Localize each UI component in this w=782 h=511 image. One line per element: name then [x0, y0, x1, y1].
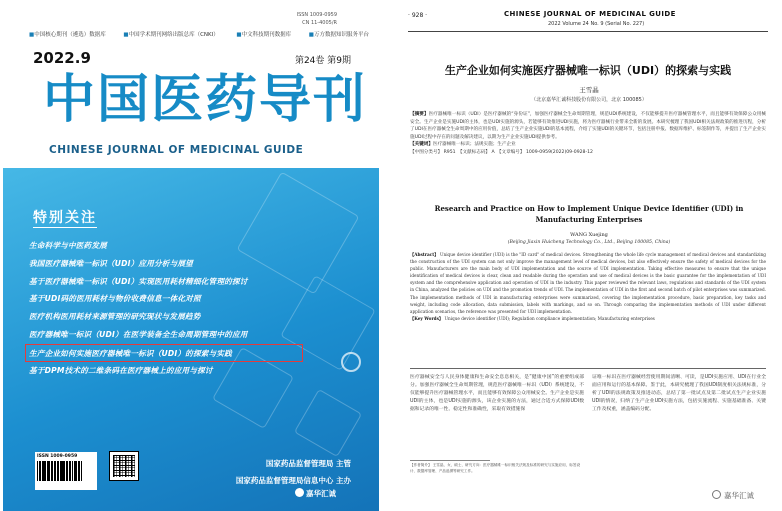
footnote-divider — [410, 460, 490, 461]
keywords-en-label: 【Key Words】 — [410, 315, 444, 321]
cover-issn: ISSN 1009-0959 — [296, 12, 337, 18]
medical-check-icon — [341, 352, 361, 372]
article-header — [408, 10, 768, 32]
article-page — [404, 10, 774, 500]
publisher-supervisor: 国家药品监督管理局 主管 — [265, 459, 351, 468]
article-title-cn: 生产企业如何实施医疗器械唯一标识（UDI）的探索与实践 — [444, 64, 732, 77]
hexagon-decoration — [294, 389, 362, 457]
abstract-cn-text: 医疗器械唯一标识（UDI）是医疗器械的“身份证”，加强医疗器械全生命周期管理，规范UDI系统建设，不仅能够提升医疗器械管理水平，而且能够有效保障公众用械安全。生产企业是实施UDI的主体，也是UDI实施的源头，若能够有效推进UDI实施，将为医疗器械行业带来全新的发展。本研究梳理了我国UDI相关法规政策的推进历程，分析了UDI在医疗器械全生命周期中的应用价值，总结了生产企业实施UDI的基本流程，介绍了实施UDI的关键环节，包括注册申报、数据库维护、标签制作等，并提出了生产企业实施UDI过程中存在的问题及解决建议，以期为生产企业实施UDI提供参考。 — [410, 112, 766, 140]
barcode-bar — [81, 461, 82, 481]
toc-item[interactable]: 医疗器械唯一标识（UDI）在医学装备全生命周期管理中的应用 — [29, 329, 248, 339]
body-column-right: 证唯一标识在医疗器械经营使用期间清晰、可读，是UDI实施应用、UDI在行业全面应用和运行的基本保障。鉴于此，本研究梳理了我国UDI制度相关法规标准，分析了UDI的法规政策及推进动态，总结了第一批试点及第二批试点生产企业实施UDI的情况，归纳了生产企业UDI实施方法，包括实施流程、实施基础准备、关键工作及权重，涵盖编码分配、 — [592, 375, 766, 412]
watermark-left — [295, 488, 336, 499]
wechat-icon — [295, 488, 304, 497]
issue-row — [33, 49, 351, 67]
abstract-en — [410, 251, 766, 322]
issue-volume: 第24卷 第9期 — [294, 56, 351, 66]
keywords-en: Unique device identifier (UDI); Regulation compliance implementation; Manufacturing enterprises — [444, 315, 655, 321]
affiliation-en: (Beijing Jiaxin Huicheng Technology Co., Ltd., Beijing 100085, China) — [507, 240, 671, 245]
qr-code-icon — [110, 452, 138, 480]
article-title-en: Research and Practice on How to Implement Unique Device Identifier (UDI) in Manufacturing Enterprises — [434, 204, 744, 224]
database-item: ■ 中文科技期刊数据库 — [236, 30, 291, 38]
toc-item[interactable]: 基于UDI码的医用耗材与物价收费信息一体化对照 — [29, 294, 201, 304]
journal-name: CHINESE JOURNAL OF MEDICINAL GUIDE — [504, 10, 676, 18]
abstract-cn — [410, 111, 766, 157]
footnote: 【作者简介】 王雪晶，女，硕士，研究方向：医疗器械唯一标识相关法规及标准的研究与实施应用，标签设计、数据库管理、产品追溯等研究工作。 — [410, 463, 581, 473]
abstract-en-label: 【Abstract】 — [410, 252, 439, 257]
toc-item-highlighted[interactable]: 生产企业如何实施医疗器械唯一标识（UDI）的探索与实践 — [25, 344, 303, 362]
journal-volume: 2022 Volume 24 No. 9 (Serial No. 227) — [548, 21, 645, 27]
keywords-cn-label: 【关键词】 — [410, 142, 433, 148]
toc-item[interactable]: 基于DPM技术的二维条码在医疗器械上的应用与探讨 — [29, 365, 213, 375]
database-item: ■ 中国学术期刊网络出版总库（CNKI） — [123, 30, 218, 38]
classification-cn: 【中图分类号】 R951 【文献标志码】 A 【文章编号】 1009-0959(2022)09-0928-12 — [410, 149, 593, 155]
page-number: · 928 · — [408, 12, 428, 19]
wechat-icon — [712, 490, 721, 499]
barcode-issn: ISSN 1009-0959 — [37, 454, 78, 459]
issue-number: 2022.9 — [33, 49, 91, 67]
special-focus-heading: 特别关注 — [33, 207, 97, 227]
abstract-en-text: Unique device identifier (UDI) is the "ID card" of medical devices. Strengthening the whole life cycle management of medical devices and standardizing the construction of the UDI system can not only improve the management level of medical devices, but also effectively ensure the safety of medical devices for the public. Manufacturers are the main body of UDI implementation and the source of UDI implementation. Taking effective measures to ensure that the unique identification of medical devices is clear, clean and readable during the operation and use of medical devices is the basic guarantee for the implementation of UDI system and the comprehensive application and operation of UDI in the industry. This paper reviewed the relevant laws, regulations and standards of the UDI system in China, analyzed the policies on UDI and the promotion trends of UDI. The implementation of UDI in the first and second batch of pilot enterprises was summarized. The implementation methods of UDI in manufacturing enterprises were summarized, covering the implementation procedure, basic preparation, key tasks and weight, including code allocation, data submission, labels with markings, and so on. Through comparing the implementation methods of UDI under different application scenarios, the reference was presented for UDI implementation. — [410, 252, 766, 314]
toc-item[interactable]: 我国医疗器械唯一标识（UDI）应用分析与展望 — [29, 258, 193, 268]
cover-issn-block — [297, 11, 337, 27]
database-item: ■ 万方数据知识服务平台 — [309, 30, 369, 38]
cover-title-cn: 中国医药导刊 — [43, 69, 368, 130]
abstract-cn-label: 【摘要】 — [410, 112, 429, 117]
barcode — [35, 452, 97, 490]
database-list — [29, 30, 369, 38]
database-item: ■ 中国核心期刊（遴选）数据库 — [29, 30, 106, 38]
cover-cn: CN 11-4005/R — [302, 20, 337, 26]
journal-cover — [3, 0, 379, 511]
keywords-cn: 医疗器械唯一标识；法规实施；生产企业 — [432, 142, 516, 148]
cover-title-en: CHINESE JOURNAL OF MEDICINAL GUIDE — [49, 144, 304, 156]
watermark-text: 嘉华汇诚 — [724, 491, 754, 500]
barcode-bars — [37, 461, 95, 481]
affiliation-cn: （北京嘉华汇诚科技股份有限公司，北京 100085） — [531, 97, 647, 103]
watermark-text: 嘉华汇诚 — [306, 489, 336, 498]
body-column-left: 医疗器械安全与人民身体健康和生命安全息息相关，是“健康中国”的重要组成部分。加强医疗器械全生命周期管理，规范医疗器械唯一标识（UDI）系统建设，不仅能够提升医疗器械管理水平，而且能够有效保障公众用械安全。生产企业是实施UDI的主体，也是UDI实施的源头，该企业实施的方法，通过合适方式保障UDI数据和记录的唯一性、稳定性和准确性，采取有效措施保 — [410, 375, 584, 412]
cover-toc — [29, 237, 329, 379]
author-cn: 王雪晶 — [579, 86, 599, 94]
toc-item[interactable]: 医疗机构医用耗材来源管理的研究现状与发展趋势 — [29, 312, 201, 322]
toc-item[interactable]: 基于医疗器械唯一标识（UDI）实现医用耗材精细化管理的探讨 — [29, 276, 248, 286]
watermark-right — [712, 490, 754, 501]
toc-item[interactable]: 生命科学与中医药发展 — [29, 241, 107, 250]
section-divider — [410, 368, 766, 369]
publisher-sponsor: 国家药品监督管理局信息中心 主办 — [235, 476, 351, 485]
author-en: WANG Xuejing — [570, 232, 608, 238]
